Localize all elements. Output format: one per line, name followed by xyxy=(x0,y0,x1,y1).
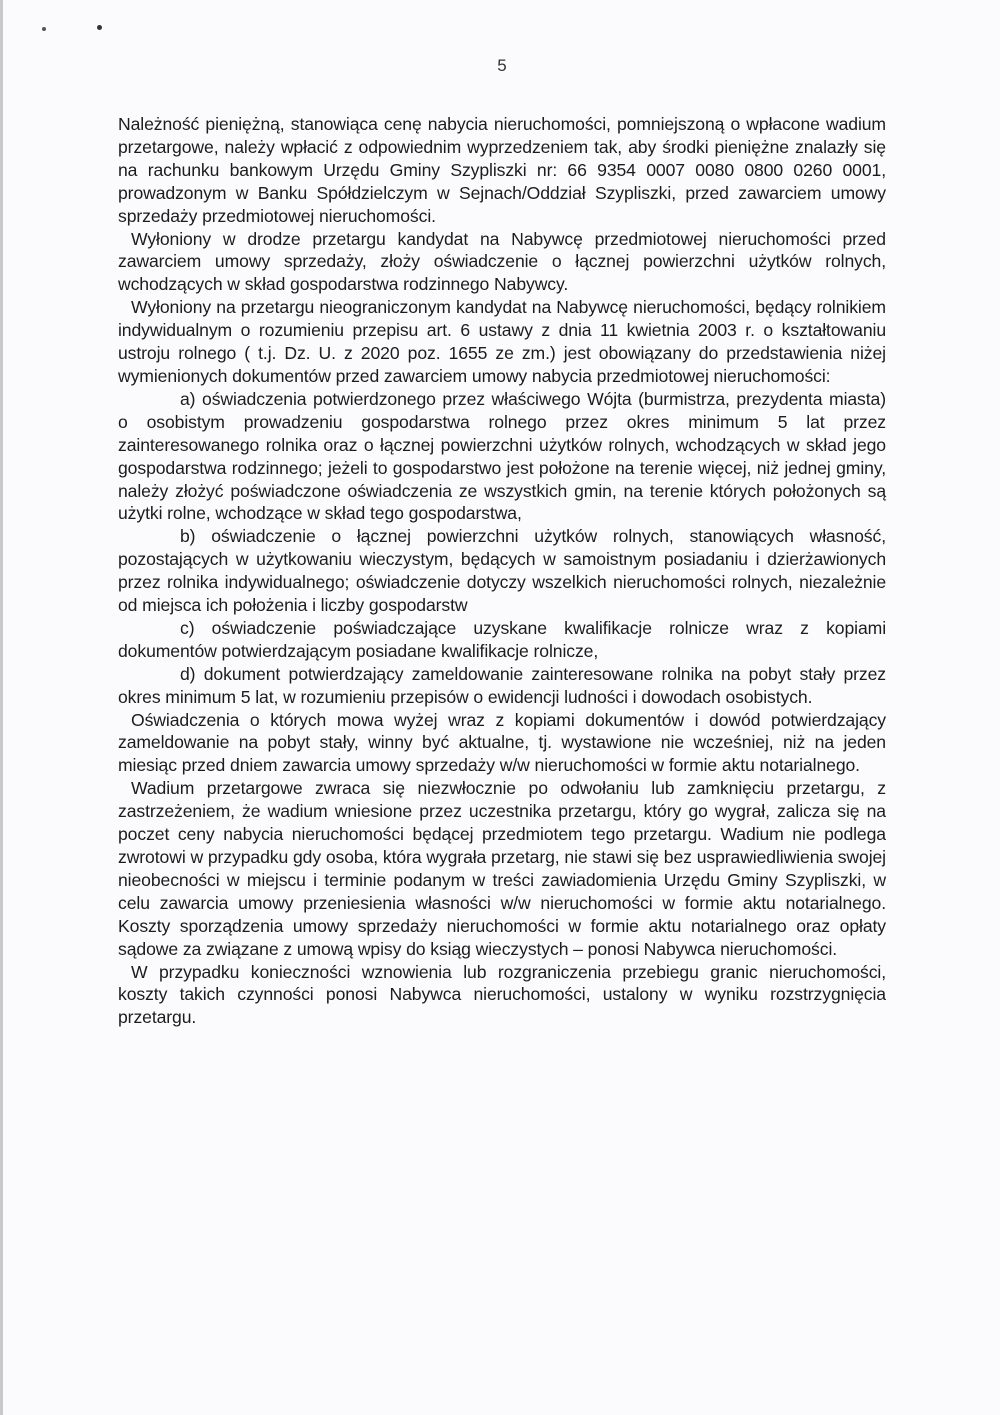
scan-speck xyxy=(42,27,46,31)
paragraph-candidate-declaration: Wyłoniony w drodze przetargu kandydat na Nabywcę przedmiotowej nieruchomości przed zawarciem umowy sprzedaży, złoży oświadczenie o łącznej powierzchni użytków rolnych, wchodzących w skład gospodarstwa rodzinnego Nabywcy. xyxy=(118,228,886,295)
paragraph-required-documents: Wyłoniony na przetargu nieograniczonym kandydat na Nabywcę nieruchomości, będący rolnikiem indywidualnym o rozumieniu przepisu art. 6 ustawy z dnia 11 kwietnia 2003 r. o kształtowaniu ustroju rolnego ( t.j. Dz. U. z 2020 poz. 1655 ze zm.) jest obowiązany do przedstawienia niżej wymienionych dokumentów przed zawarciem umowy nabycia przedmiotowej nieruchomości: xyxy=(118,297,886,386)
document-body xyxy=(118,113,886,1029)
scan-edge xyxy=(0,0,3,1415)
list-item-a: a) oświadczenia potwierdzonego przez właściwego Wójta (burmistrza, prezydenta miasta) o osobistym prowadzeniu gospodarstwa rolnego przez okres minimum 5 lat przez zainteresowanego rolnika oraz o łącznej powierzchni użytków rolnych, wchodzących w skład jego gospodarstwa rodzinnego; jeżeli to gospodarstwo jest położone na terenie więcej, niż jednej gminy, należy złożyć poświadczone oświadczenia ze wszystkich gmin, na terenie których położonych są użytki rolne, wchodzące w skład tego gospodarstwa, xyxy=(118,388,886,524)
list-item-b: b) oświadczenie o łącznej powierzchni użytków rolnych, stanowiących własność, pozostających w użytkowaniu wieczystym, będących w samoistnym posiadaniu i dzierżawionych przez rolnika indywidualnego; oświadczenie dotyczy wszelkich nieruchomości rolnych, niezależnie od miejsca ich położenia i liczby gospodarstw xyxy=(118,526,886,616)
paragraph-boundaries: W przypadku konieczności wznowienia lub rozgraniczenia przebiegu granic nieruchomości, koszty takich czynności ponosi Nabywca nieruchomości, ustalony w wyniku rozstrzygnięcia przetargu. xyxy=(118,961,886,1028)
paragraph-payment: Należność pieniężną, stanowiąca cenę nabycia nieruchomości, pomniejszoną o wpłacone wadium przetargowe, należy wpłacić z odpowiednim wyprzedzeniem tak, aby środki pieniężne znalazły się na rachunku bankowym Urzędu Gminy Szypliszki nr: 66 9354 0007 0080 0800 0260 0001, prowadzonym w Banku Spółdzielczym w Sejnach/Oddział Szypliszki, przed zawarciem umowy sprzedaży przedmiotowej nieruchomości. xyxy=(118,114,886,226)
page-number: 5 xyxy=(497,56,507,75)
list-item-c: c) oświadczenie poświadczające uzyskane kwalifikacje rolnicze wraz z kopiami dokumentów potwierdzającym posiadane kwalifikacje rolnicze, xyxy=(118,617,886,661)
scan-speck xyxy=(97,25,102,30)
paragraph-validity: Oświadczenia o których mowa wyżej wraz z kopiami dokumentów i dowód potwierdzający zameldowanie na pobyt stały, winny być aktualne, tj. wystawione nie wcześniej, niż na jeden miesiąc przed dniem zawarcia umowy sprzedaży w/w nieruchomości w formie aktu notarialnego. xyxy=(118,709,886,776)
list-item-d: d) dokument potwierdzający zameldowanie zainteresowane rolnika na pobyt stały przez okres minimum 5 lat, w rozumieniu przepisów o ewidencji ludności i dowodach osobistych. xyxy=(118,663,886,707)
paragraph-deposit: Wadium przetargowe zwraca się niezwłocznie po odwołaniu lub zamknięciu przetargu, z zastrzeżeniem, że wadium wniesione przez uczestnika przetargu, który go wygrał, zalicza się na poczet ceny nabycia nieruchomości będącej przedmiotem tego przetargu. Wadium nie podlega zwrotowi w przypadku gdy osoba, która wygrała przetarg, nie stawi się bez usprawiedliwienia swojej nieobecności w miejscu i terminie podanym w treści zawiadomienia Urzędu Gminy Szypliszki, w celu zawarcia umowy przeniesienia własności w/w nieruchomości w formie aktu notarialnego. Koszty sporządzenia umowy sprzedaży nieruchomości w formie aktu notarialnego oraz opłaty sądowe za związane z umową wpisy do ksiąg wieczystych – ponosi Nabywca nieruchomości. xyxy=(118,778,886,959)
